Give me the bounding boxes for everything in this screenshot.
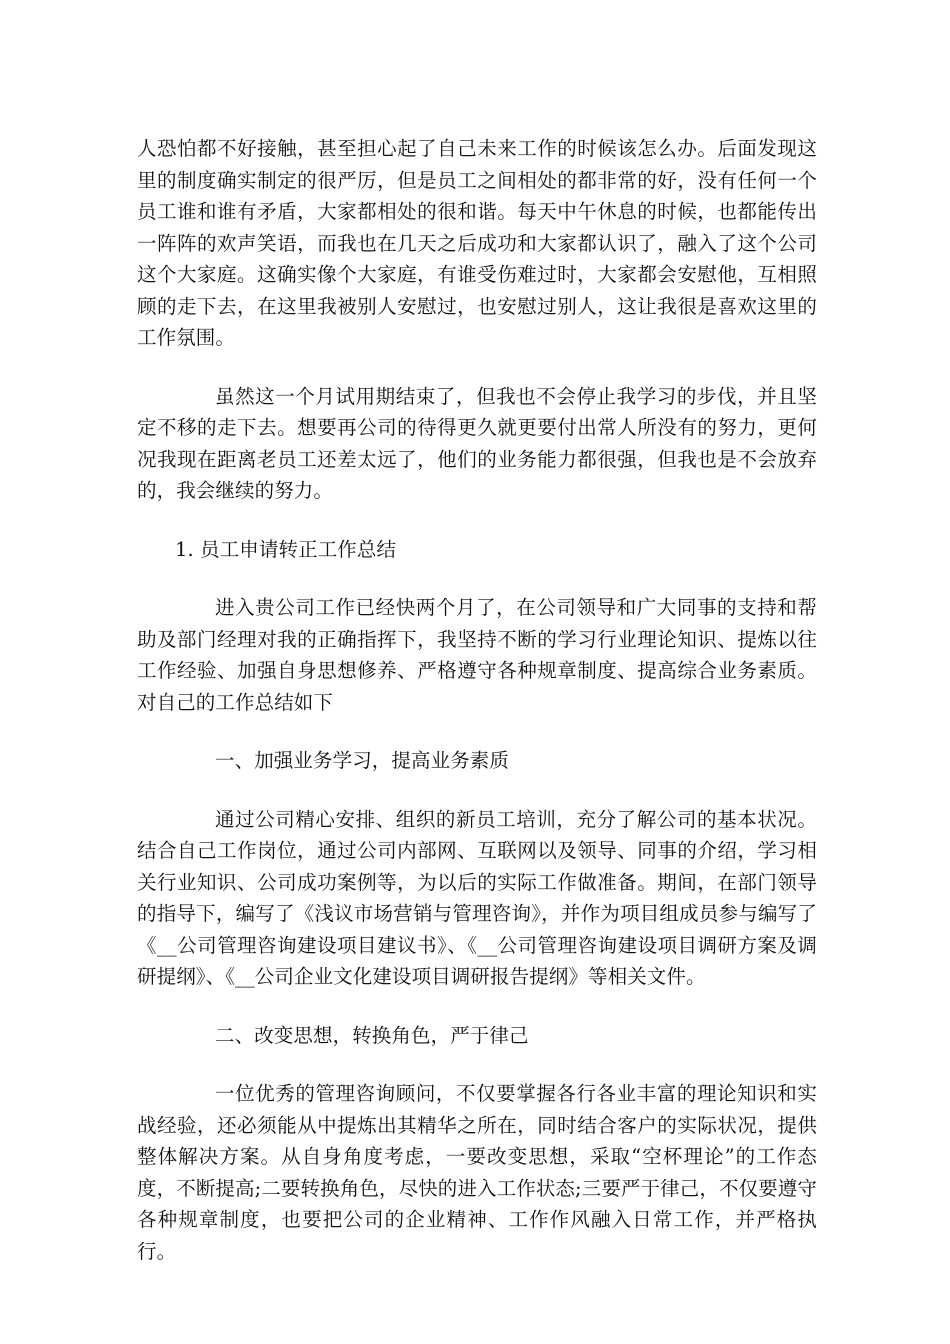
paragraph-training: 通过公司精心安排、组织的新员工培训，充分了解公司的基本状况。结合自己工作岗位，通过公司内部网、互联网以及领导、同事的介绍，学习相关行业知识、公司成功案例等，为以后的实际工作做准备。期间，在部门领导的指导下，编写了《浅议市场营销与管理咨询》，并作为项目组成员参与编写了《__公司管理咨询建设项目建议书》、《__公司管理咨询建设项目调研方案及调研提纲》、《__公司企业文化建设项目调研报告提纲》等相关文件。 bbox=[137, 807, 817, 988]
paragraph-intro: 进入贵公司工作已经快两个月了，在公司领导和广大同事的支持和帮助及部门经理对我的正确指挥下，我坚持不断的学习行业理论知识、提炼以往工作经验、加强自身思想修养、严格遵守各种规章制度、提高综合业务素质。对自己的工作总结如下 bbox=[137, 596, 817, 714]
document-body bbox=[137, 133, 817, 1267]
subheading-strengthen-study: 一、加强业务学习，提高业务素质 bbox=[215, 749, 510, 772]
subheading-change-thinking: 二、改变思想，转换角色，严于律己 bbox=[215, 1023, 529, 1047]
paragraph-workplace-atmosphere: 人恐怕都不好接触，甚至担心起了自己未来工作的时候该怎么办。后面发现这里的制度确实制定的很严厉，但是员工之间相处的都非常的好，没有任何一个员工谁和谁有矛盾，大家都相处的很和谐。每天中午休息的时候，也都能传出一阵阵的欢声笑语，而我也在几天之后成功和大家都认识了，融入了这个公司这个大家庭。这确实像个大家庭，有谁受伤难过时，大家都会安慰他，互相照顾的走下去，在这里我被别人安慰过，也安慰过别人，这让我很是喜欢这里的工作氛围。 bbox=[137, 137, 817, 349]
paragraph-consultant: 一位优秀的管理咨询顾问，不仅要掌握各行各业丰富的理论知识和实战经验，还必须能从中提炼出其精华之所在，同时结合客户的实际状况，提供整体解决方案。从自身角度考虑，一要改变思想，采取“空杯理论”的工作态度，不断提高;二要转换角色，尽快的进入工作状态;三要严于律己，不仅要遵守各种规章制度，也要把公司的企业精神、工作作风融入日常工作，并严格执行。 bbox=[137, 1082, 817, 1263]
paragraph-probation-end: 虽然这一个月试用期结束了，但我也不会停止我学习的步伐，并且坚定不移的走下去。想要再公司的待得更久就更要付出常人所没有的努力，更何况我现在距离老员工还差太远了，他们的业务能力都很强，但我也是不会放弃的，我会继续的努力。 bbox=[137, 384, 817, 502]
section-heading-regularization-summary: 1. 员工申请转正工作总结 bbox=[175, 537, 397, 561]
